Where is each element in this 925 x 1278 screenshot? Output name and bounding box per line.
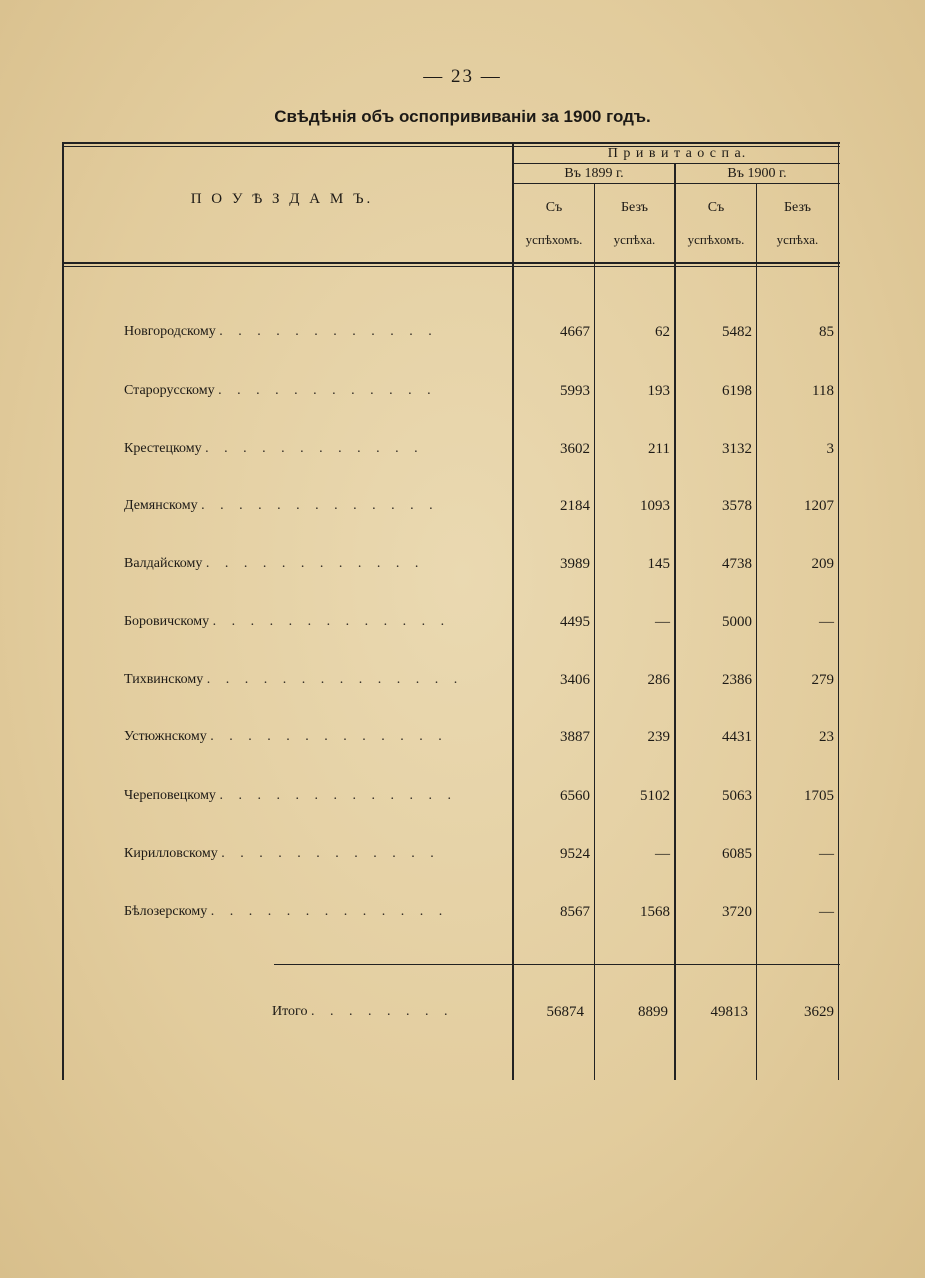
table-row: Боровичскому . . . . . . . . . . . . . 4495 — 5000 —: [124, 614, 834, 630]
total-1900-fail: 3629: [804, 1004, 834, 1020]
cell-1900-fail: —: [819, 614, 834, 630]
cell-1899-fail: 1568: [640, 904, 670, 920]
district-name: Боровичскому: [124, 614, 210, 629]
page-title: Свѣдѣнія объ оспопрививаніи за 1900 годъ.: [274, 107, 651, 126]
cell-1900-success: 5063: [722, 788, 752, 804]
cell-1899-fail: 145: [647, 556, 670, 572]
cell-1899-success: 4667: [560, 324, 590, 340]
cell-1899-success: 3602: [560, 441, 590, 457]
header-col4-line2: успѣха.: [776, 232, 819, 247]
table-row: Тихвинскому . . . . . . . . . . . . . . 3406 286 2386 279: [124, 672, 834, 688]
cell-1899-fail: 193: [647, 383, 670, 399]
cell-1900-fail: 3: [826, 441, 834, 457]
cell-1900-success: 5482: [722, 324, 752, 340]
district-name: Череповецкому: [124, 788, 216, 803]
header-year-1900: Въ 1900 г.: [727, 166, 787, 181]
district-name: Крестецкому: [124, 441, 202, 456]
cell-1900-fail: 279: [811, 672, 834, 688]
cell-1900-success: 6198: [722, 383, 752, 399]
cell-1899-fail: —: [655, 614, 670, 630]
header-year-1899: Въ 1899 г.: [564, 166, 624, 181]
cell-1899-success: 3989: [560, 556, 590, 572]
header-col3-line2: успѣхомъ.: [687, 232, 745, 247]
cell-1899-success: 4495: [560, 614, 590, 630]
table-row: Новгородскому . . . . . . . . . . . . 4667 62 5482 85: [124, 324, 834, 340]
header-group: П р и в и т а о с п а.: [607, 146, 747, 161]
vaccination-table: [62, 142, 840, 1080]
table-row: Устюжнскому . . . . . . . . . . . . . 3887 239 4431 23: [124, 729, 834, 745]
cell-1899-success: 6560: [560, 788, 590, 804]
cell-1900-fail: 1705: [804, 788, 834, 804]
table-row: Кирилловскому . . . . . . . . . . . . 9524 — 6085 —: [124, 846, 834, 862]
cell-1900-fail: 23: [819, 729, 834, 745]
table-row: Старорусскому . . . . . . . . . . . . 5993 193 6198 118: [124, 383, 834, 399]
cell-1900-fail: 209: [811, 556, 834, 572]
table-row: Череповецкому . . . . . . . . . . . . . 6560 5102 5063 1705: [124, 788, 834, 804]
district-name: Валдайскому: [124, 556, 203, 571]
right-border: [838, 142, 839, 1080]
cell-1899-fail: 239: [647, 729, 670, 745]
header-bottom-rule-2: [62, 266, 840, 267]
cell-1899-fail: 211: [648, 441, 670, 457]
cell-1900-success: 3132: [722, 441, 752, 457]
header-district: П О У Ѣ З Д А М Ъ.: [190, 191, 374, 207]
cell-1900-success: 6085: [722, 846, 752, 862]
cell-1899-success: 9524: [560, 846, 590, 862]
district-name: Демянскому: [124, 498, 198, 513]
table-row: Демянскому . . . . . . . . . . . . . 2184 1093 3578 1207: [124, 498, 834, 514]
total-rule: [274, 964, 840, 965]
total-1900-success: 49813: [710, 1004, 748, 1020]
cell-1900-fail: —: [819, 904, 834, 920]
district-name: Устюжнскому: [124, 729, 207, 744]
page-number: — 23 —: [423, 66, 502, 87]
cell-1900-fail: —: [819, 846, 834, 862]
cell-1899-success: 3887: [560, 729, 590, 745]
table-top-rule: [62, 142, 840, 144]
district-name: Тихвинскому: [124, 672, 204, 687]
cell-1899-success: 2184: [560, 498, 590, 514]
left-border: [62, 142, 64, 1080]
cell-1899-success: 8567: [560, 904, 590, 920]
cell-1900-success: 5000: [722, 614, 752, 630]
cell-1900-success: 3720: [722, 904, 752, 920]
header-group-rule: [514, 163, 840, 164]
cell-1900-fail: 85: [819, 324, 834, 340]
cell-1899-fail: 5102: [640, 788, 670, 804]
cell-1900-fail: 118: [812, 383, 834, 399]
cell-1899-fail: 1093: [640, 498, 670, 514]
cell-1900-fail: 1207: [804, 498, 834, 514]
table-row: Крестецкому . . . . . . . . . . . . 3602 211 3132 3: [124, 441, 834, 457]
table-row: Валдайскому . . . . . . . . . . . . 3989 145 4738 209: [124, 556, 834, 572]
header-col2-line2: успѣха.: [613, 232, 656, 247]
total-1899-fail: 8899: [638, 1004, 668, 1020]
col-divider-main: [512, 142, 514, 1080]
table-row: Бѣлозерскому . . . . . . . . . . . . . 8567 1568 3720 —: [124, 904, 834, 920]
cell-1899-fail: 286: [647, 672, 670, 688]
cell-1899-fail: 62: [655, 324, 670, 340]
header-col1-line1: Съ: [545, 200, 563, 215]
cell-1899-success: 5993: [560, 383, 590, 399]
header-col1-line2: успѣхомъ.: [525, 232, 583, 247]
district-name: Кирилловскому: [124, 846, 218, 861]
header-year-rule: [514, 183, 840, 184]
district-name: Новгородскому: [124, 324, 216, 339]
cell-1899-success: 3406: [560, 672, 590, 688]
header-bottom-rule: [62, 262, 840, 264]
cell-1900-success: 4431: [722, 729, 752, 745]
header-col4-line1: Безъ: [784, 200, 811, 215]
total-1899-success: 56874: [546, 1004, 584, 1020]
total-label: Итого: [272, 1004, 308, 1019]
cell-1899-fail: —: [655, 846, 670, 862]
district-name: Старорусскому: [124, 383, 215, 398]
cell-1900-success: 4738: [722, 556, 752, 572]
cell-1900-success: 2386: [722, 672, 752, 688]
header-col3-line1: Съ: [707, 200, 725, 215]
header-col2-line1: Безъ: [621, 200, 648, 215]
total-row: Итого . . . . . . . . 56874 8899 49813 3629: [272, 1004, 834, 1020]
district-name: Бѣлозерскому: [124, 904, 208, 919]
cell-1900-success: 3578: [722, 498, 752, 514]
